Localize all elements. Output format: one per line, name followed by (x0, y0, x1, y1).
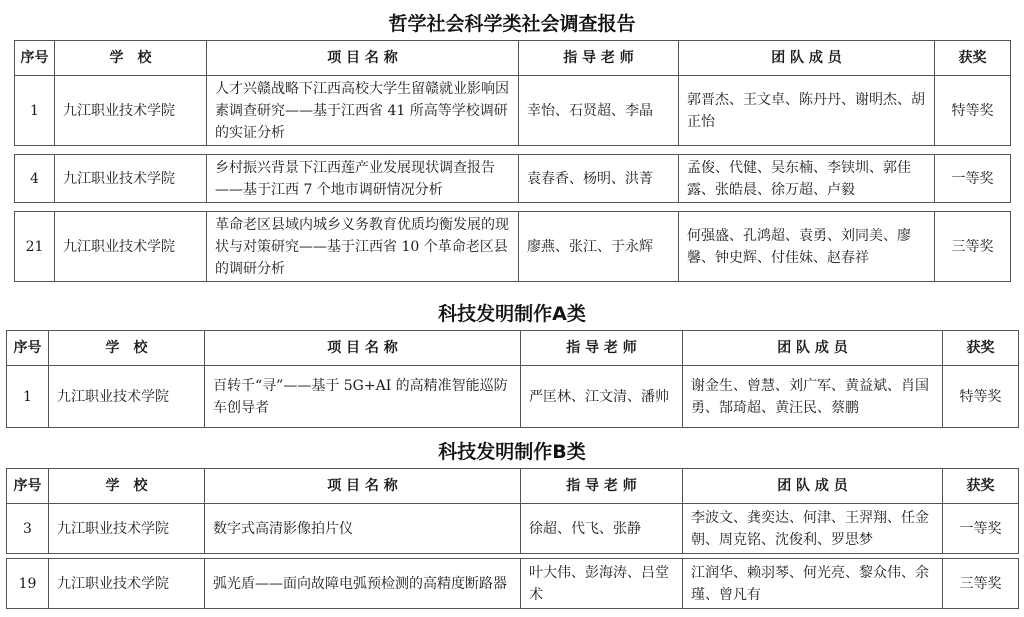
row-award: 一等奖 (943, 504, 1019, 554)
header-school: 学 校 (49, 469, 205, 504)
row-award: 特等奖 (935, 76, 1011, 146)
table-header-row (7, 331, 1019, 366)
award-table (6, 330, 1019, 428)
row-school: 九江职业技术学院 (55, 76, 207, 146)
row-project: 革命老区县域内城乡义务教育优质均衡发展的现状与对策研究——基于江西省 10 个革命老区县的调研分析 (207, 212, 519, 282)
header-advisors: 指 导 老 师 (521, 469, 683, 504)
row-school: 九江职业技术学院 (55, 212, 207, 282)
header-project: 项 目 名 称 (205, 331, 521, 366)
header-school: 学 校 (55, 41, 207, 76)
row-members: 谢金生、曾慧、刘广军、黄益斌、肖国勇、郜琦超、黄汪民、蔡鹏 (683, 366, 943, 428)
row-members: 何强盛、孔鸿超、袁勇、刘同美、廖馨、钟史辉、付佳妹、赵春祥 (679, 212, 935, 282)
row-school: 九江职业技术学院 (49, 366, 205, 428)
header-project: 项 目 名 称 (207, 41, 519, 76)
section-title: 哲学社会科学类社会调查报告 (388, 13, 636, 35)
header-project: 项 目 名 称 (205, 469, 521, 504)
row-project: 百转千“寻”——基于 5G+AI 的高精准智能巡防车创导者 (205, 366, 521, 428)
row-no: 19 (7, 559, 49, 609)
row-award: 三等奖 (935, 212, 1011, 282)
header-no: 序号 (7, 331, 49, 366)
row-school: 九江职业技术学院 (55, 155, 207, 203)
header-award: 获奖 (943, 331, 1019, 366)
header-no: 序号 (15, 41, 55, 76)
row-separator (15, 146, 1011, 155)
row-members: 郭晋杰、王文卓、陈丹丹、谢明杰、胡正怡 (679, 76, 935, 146)
row-award: 三等奖 (943, 559, 1019, 609)
header-award: 获奖 (935, 41, 1011, 76)
row-project: 弧光盾——面向故障电弧预检测的高精度断路器 (205, 559, 521, 609)
row-separator (15, 203, 1011, 212)
table-row (7, 504, 1019, 554)
table-row (15, 212, 1011, 282)
section-title: 科技发明制作B类 (438, 441, 586, 463)
row-no: 4 (15, 155, 55, 203)
row-project: 人才兴赣战略下江西高校大学生留赣就业影响因素调查研究——基于江西省 41 所高等学校调研的实证分析 (207, 76, 519, 146)
section-title: 科技发明制作A类 (438, 303, 586, 325)
header-advisors: 指 导 老 师 (521, 331, 683, 366)
header-no: 序号 (7, 469, 49, 504)
row-members: 李波文、龚奕达、何津、王羿翔、任金朝、周克铭、沈俊利、罗思梦 (683, 504, 943, 554)
row-advisors: 袁春香、杨明、洪菁 (519, 155, 679, 203)
row-advisors: 廖燕、张江、于永辉 (519, 212, 679, 282)
row-award: 一等奖 (935, 155, 1011, 203)
row-award: 特等奖 (943, 366, 1019, 428)
row-members: 江润华、赖羽琴、何光亮、黎众伟、余瑾、曾凡有 (683, 559, 943, 609)
table-row (7, 366, 1019, 428)
row-advisors: 徐超、代飞、张静 (521, 504, 683, 554)
table-row (7, 559, 1019, 609)
header-award: 获奖 (943, 469, 1019, 504)
row-no: 21 (15, 212, 55, 282)
header-members: 团 队 成 员 (683, 469, 943, 504)
table-row (15, 76, 1011, 146)
header-members: 团 队 成 员 (683, 331, 943, 366)
table-row (15, 155, 1011, 203)
row-advisors: 叶大伟、彭海涛、吕堂术 (521, 559, 683, 609)
row-project: 数字式高清影像拍片仪 (205, 504, 521, 554)
header-advisors: 指 导 老 师 (519, 41, 679, 76)
table-header-row (15, 41, 1011, 76)
row-advisors: 幸怡、石贤超、李晶 (519, 76, 679, 146)
header-school: 学 校 (49, 331, 205, 366)
award-table (6, 468, 1019, 609)
row-school: 九江职业技术学院 (49, 504, 205, 554)
row-no: 1 (15, 76, 55, 146)
row-advisors: 严匡林、江文清、潘帅 (521, 366, 683, 428)
row-members: 孟俊、代健、吴东楠、李铗圳、郭佳露、张皓晨、徐万超、卢毅 (679, 155, 935, 203)
row-no: 1 (7, 366, 49, 428)
award-table (14, 40, 1011, 282)
header-members: 团 队 成 员 (679, 41, 935, 76)
row-project: 乡村振兴背景下江西莲产业发展现状调查报告——基于江西 7 个地市调研情况分析 (207, 155, 519, 203)
table-header-row (7, 469, 1019, 504)
row-no: 3 (7, 504, 49, 554)
row-school: 九江职业技术学院 (49, 559, 205, 609)
